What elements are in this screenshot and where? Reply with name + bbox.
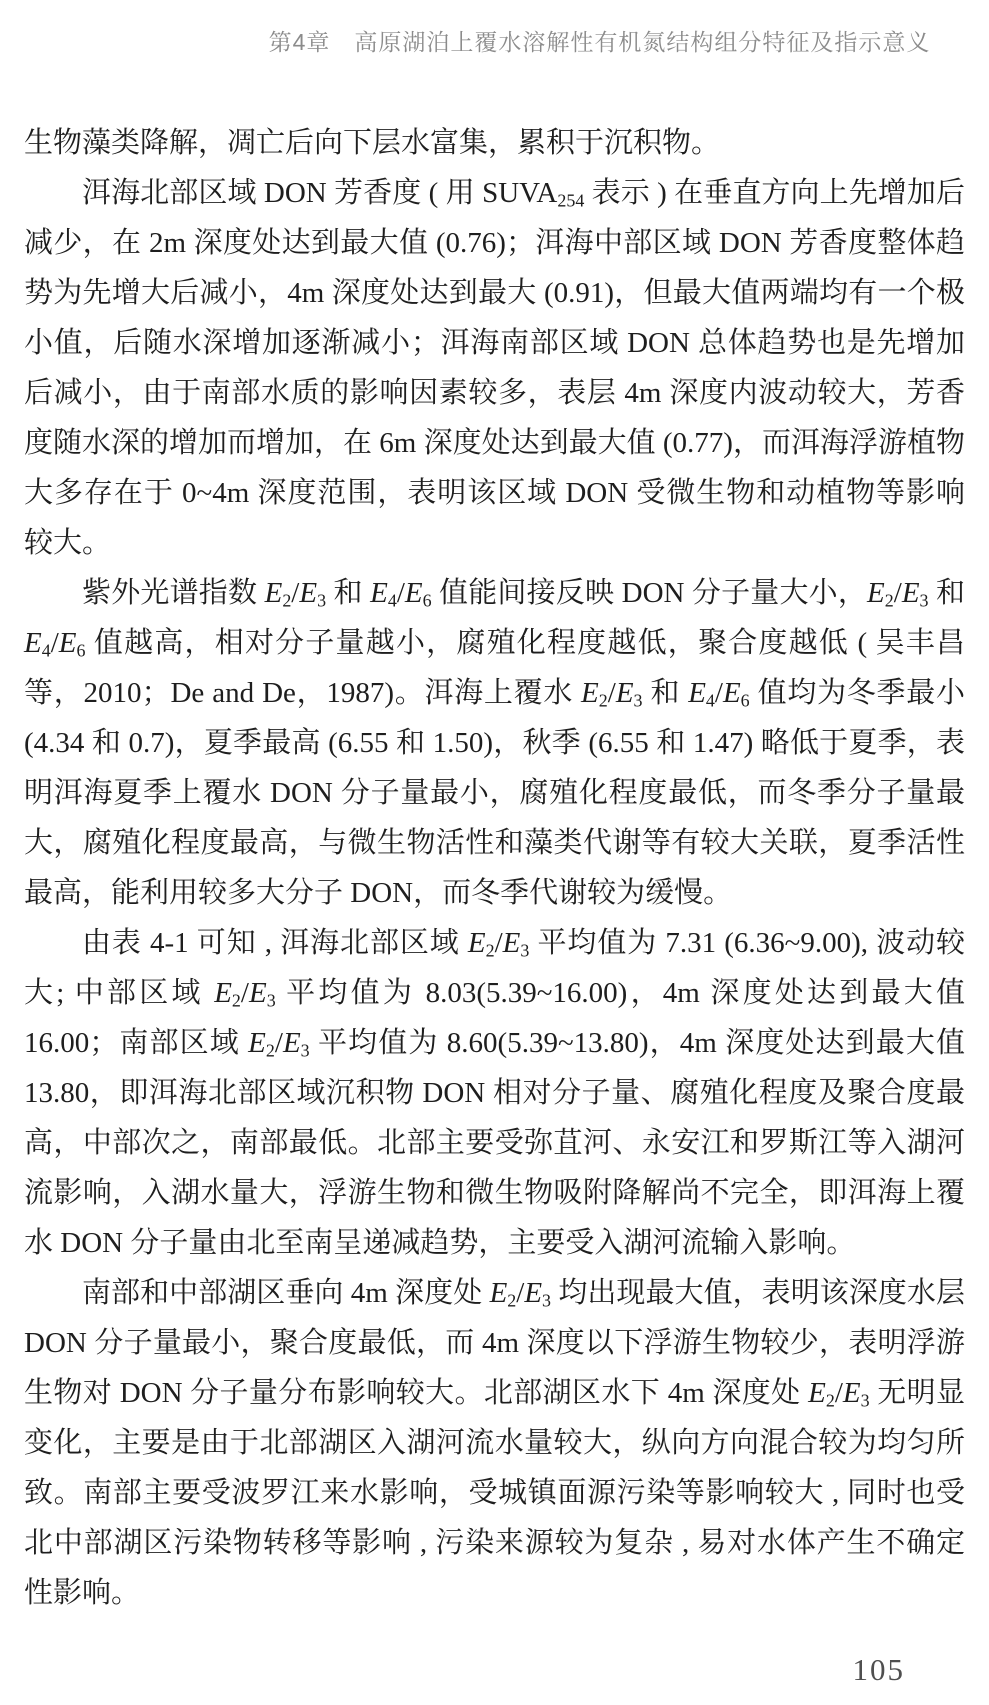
paragraph: 南部和中部湖区垂向 4m 深度处 $E_2/E_3$ 均出现最大值，表明该深度水层 DON 分子量最小，聚合度最低，而 4m 深度以下浮游生物较少，表明浮游生物对 DON 分子量分布影响较大。北部湖区水下 4m 深度处 $E_2/E_3$ 无明显变化，主要是由于北部湖区入湖河流水量较大，纵向方向混合较为均匀所致。南部主要受波罗江来水影响，受城镇面源污染等影响较大 , 同时也受北中部湖区污染物转移等影响 , 污染来源较为复杂 , 易对水体产生不确定性影响。: [24, 1277, 965, 1609]
page-number: 105: [852, 1652, 905, 1687]
paragraph: 由表 4-1 可知 , 洱海北部区域 $E_2/E_3$ 平均值为 7.31 (6.36~9.00), 波动较大; 中部区域 $E_2/E_3$ 平均值为 8.03(5.39~16.00)，4m 深度处达到最大值 16.00；南部区域 $E_2/E_3$ 平均值为 8.60(5.39~13.80)，4m 深度处达到最大值 13.80，即洱海北部区域沉积物 DON 相对分子量、腐殖化程度及聚合度最高，中部次之，南部最低。北部主要受弥苴河、永安江和罗斯江等入湖河流影响，入湖水量大，浮游生物和微生物吸附降解尚不完全，即洱海上覆水 DON 分子量由北至南呈递减趋势，主要受入湖河流输入影响。: [24, 927, 965, 1259]
paragraph: 紫外光谱指数 $E_2/E_3$ 和 $E_4/E_6$ 值能间接反映 DON 分子量大小，$E_2/E_3$ 和 $E_4/E_6$ 值越高，相对分子量越小，腐殖化程度越低，聚合度越低 ( 吴丰昌等，2010；De and De，1987)。洱海上覆水 $E_2/E_3$ 和 $E_4/E_6$ 值均为冬季最小 (4.34 和 0.7)，夏季最高 (6.55 和 1.50)，秋季 (6.55 和 1.47) 略低于夏季，表明洱海夏季上覆水 DON 分子量最小，腐殖化程度最低，而冬季分子量最大，腐殖化程度最高，与微生物活性和藻类代谢等有较大关联，夏季活性最高，能利用较多大分子 DON，而冬季代谢较为缓慢。: [24, 577, 965, 909]
body-text: [24, 118, 965, 1618]
paragraph: 洱海北部区域 DON 芳香度 ( 用 $SUVA_{254}$ 表示 ) 在垂直方向上先增加后减少，在 2m 深度处达到最大值 (0.76)；洱海中部区域 DON 芳香度整体趋势为先增大后减小，4m 深度处达到最大 (0.91)，但最大值两端均有一个极小值，后随水深增加逐渐减小；洱海南部区域 DON 总体趋势也是先增加后减小，由于南部水质的影响因素较多，表层 4m 深度内波动较大，芳香度随水深的增加而增加，在 6m 深度处达到最大值 (0.77)，而洱海浮游植物大多存在于 0~4m 深度范围，表明该区域 DON 受微生物和动植物等影响较大。: [24, 177, 965, 559]
chapter-running-head: 第4章 高原湖泊上覆水溶解性有机氮结构组分特征及指示意义: [268, 29, 931, 55]
paragraph: 生物藻类降解，凋亡后向下层水富集，累积于沉积物。: [24, 127, 721, 159]
